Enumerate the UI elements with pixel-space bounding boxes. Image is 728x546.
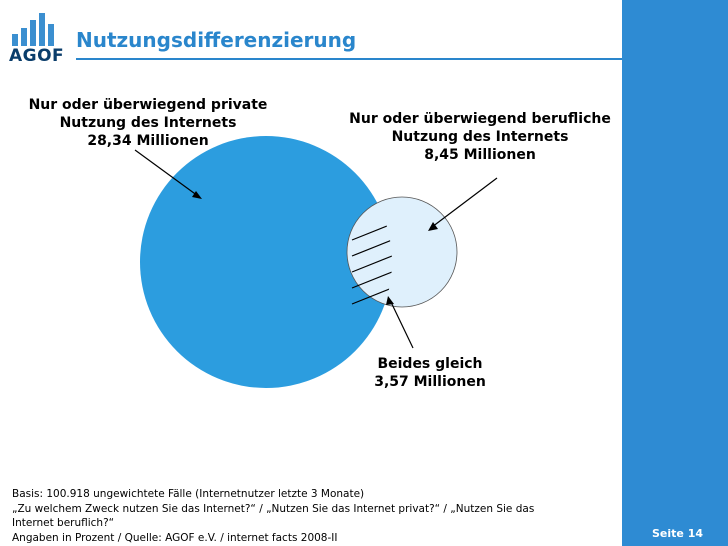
- private-usage-label: [22, 96, 274, 150]
- both-label-value: 3,57 Millionen: [374, 374, 486, 390]
- footer-line-4: Angaben in Prozent / Quelle: AGOF e.V. / internet facts 2008-II: [12, 531, 338, 544]
- footer-line-1: Basis: 100.918 ungewichtete Fälle (Internetnutzer letzte 3 Monate): [12, 488, 365, 500]
- footer-line-2: „Zu welchem Zweck nutzen Sie das Internet?“ / „Nutzen Sie das Internet privat?“ / „Nutzen Sie das: [12, 502, 535, 515]
- private-label-line-2: Nutzung des Internets: [59, 115, 237, 131]
- business-label-line-2: Nutzung des Internets: [391, 129, 569, 145]
- agof-logo-text: AGOF: [9, 46, 65, 66]
- business-usage-label: [342, 110, 618, 164]
- footer-source-note: [12, 487, 602, 545]
- right-accent-bar: [622, 0, 728, 546]
- page-number: Seite 14: [652, 527, 704, 540]
- both-label-line-1: Beides gleich: [377, 356, 483, 372]
- private-label-value: 28,34 Millionen: [87, 133, 209, 149]
- private-label-line-1: Nur oder überwiegend private: [28, 97, 268, 113]
- page-title: Nutzungsdifferenzierung: [76, 28, 357, 52]
- business-pointer-arrow: [432, 178, 497, 227]
- both-equal-label: [360, 355, 500, 391]
- footer-line-3: Internet beruflich?“: [12, 517, 115, 529]
- business-label-line-1: Nur oder überwiegend berufliche: [349, 111, 611, 127]
- business-label-value: 8,45 Millionen: [424, 147, 536, 163]
